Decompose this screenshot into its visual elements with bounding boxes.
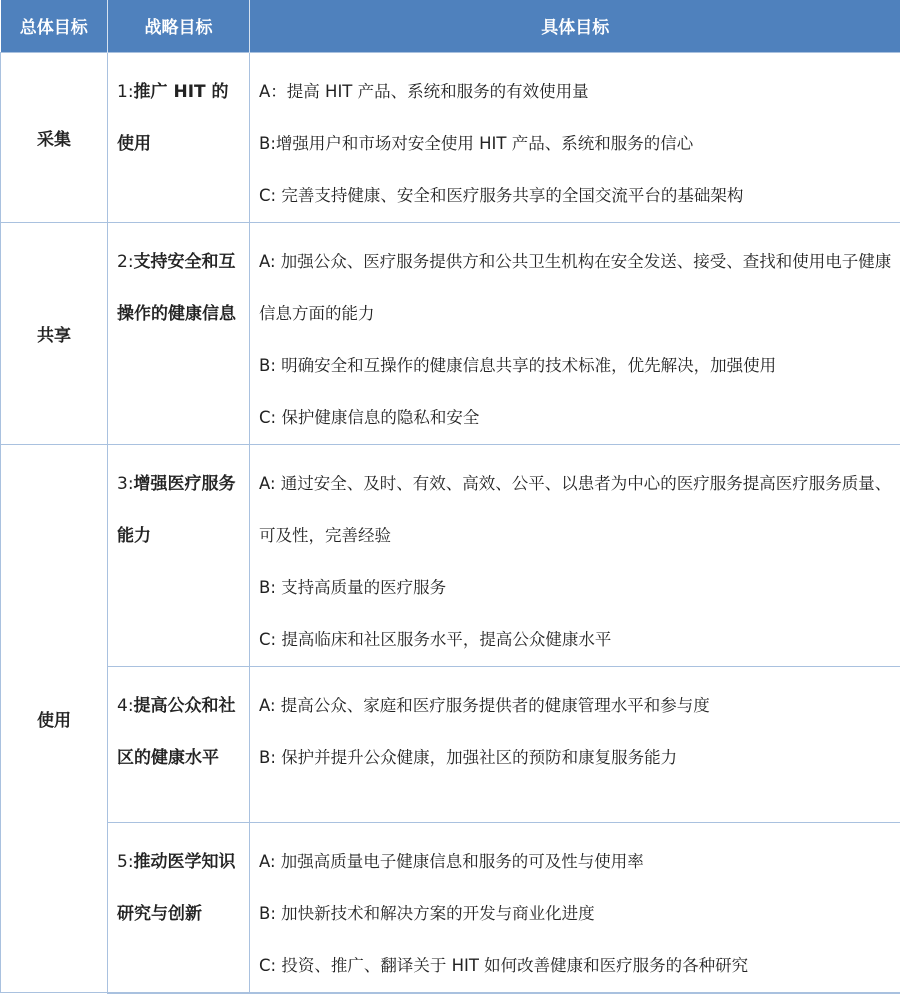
specific-goal-item: A: 加强高质量电子健康信息和服务的可及性与使用率 <box>259 836 896 888</box>
strategic-goal-number: 3: <box>117 474 134 494</box>
table-row <box>1 52 900 222</box>
strategic-goal-2 <box>108 222 250 444</box>
specific-goal-item: B: 明确安全和互操作的健康信息共享的技术标准，优先解决，加强使用 <box>259 340 896 392</box>
specific-goals-5 <box>250 822 900 993</box>
specific-goal-item: C: 保护健康信息的隐私和安全 <box>259 392 896 444</box>
table-row <box>1 444 900 666</box>
strategic-goal-5 <box>108 822 250 993</box>
specific-goal-item: A: 提高公众、家庭和医疗服务提供者的健康管理水平和参与度 <box>259 680 896 732</box>
specific-goal-item: A: 加强公众、医疗服务提供方和公共卫生机构在安全发送、接受、查找和使用电子健康信息方面的能力 <box>259 236 896 340</box>
header-overall-goal: 总体目标 <box>1 0 108 52</box>
specific-goals-3 <box>250 444 900 666</box>
overall-goal-share: 共享 <box>1 222 108 444</box>
strategic-goal-number: 5: <box>117 852 134 872</box>
table-row <box>1 222 900 444</box>
strategic-goal-number: 1: <box>117 82 134 102</box>
strategic-goal-4 <box>108 666 250 822</box>
table-row <box>1 666 900 822</box>
header-specific-goal: 具体目标 <box>250 0 900 52</box>
strategic-goal-label: 提高公众和社区的健康水平 <box>117 696 236 768</box>
strategic-goal-1 <box>108 52 250 222</box>
specific-goal-item: A：提高 HIT 产品、系统和服务的有效使用量 <box>259 66 896 118</box>
overall-goal-collect: 采集 <box>1 52 108 222</box>
specific-goals-1 <box>250 52 900 222</box>
specific-goal-item: B: 保护并提升公众健康，加强社区的预防和康复服务能力 <box>259 732 896 784</box>
specific-goals-4 <box>250 666 900 822</box>
specific-goal-item: B:增强用户和市场对安全使用 HIT 产品、系统和服务的信心 <box>259 118 896 170</box>
table-header <box>1 0 900 52</box>
specific-goal-item: C: 投资、推广、翻译关于 HIT 如何改善健康和医疗服务的各种研究 <box>259 940 896 992</box>
specific-goal-item: C: 提高临床和社区服务水平，提高公众健康水平 <box>259 614 896 666</box>
specific-goal-item: B: 加快新技术和解决方案的开发与商业化进度 <box>259 888 896 940</box>
header-row <box>1 0 900 52</box>
table-body <box>1 52 900 993</box>
specific-goal-item: B: 支持高质量的医疗服务 <box>259 562 896 614</box>
strategic-goal-label: 支持安全和互操作的健康信息 <box>117 252 236 324</box>
overall-goal-use: 使用 <box>1 444 108 993</box>
strategic-goal-number: 4: <box>117 696 134 716</box>
header-strategic-goal: 战略目标 <box>108 0 250 52</box>
strategic-goal-number: 2: <box>117 252 134 272</box>
specific-goals-2 <box>250 222 900 444</box>
strategic-goal-3 <box>108 444 250 666</box>
strategic-goal-label: 推动医学知识研究与创新 <box>117 852 236 924</box>
specific-goal-item: C: 完善支持健康、安全和医疗服务共享的全国交流平台的基础架构 <box>259 170 896 222</box>
strategic-goal-label: 增强医疗服务能力 <box>117 474 236 546</box>
strategic-goal-label: 推广 HIT 的使用 <box>117 82 229 154</box>
specific-goal-item: A: 通过安全、及时、有效、高效、公平、以患者为中心的医疗服务提高医疗服务质量、可及性，完善经验 <box>259 458 896 562</box>
table-row <box>1 822 900 993</box>
